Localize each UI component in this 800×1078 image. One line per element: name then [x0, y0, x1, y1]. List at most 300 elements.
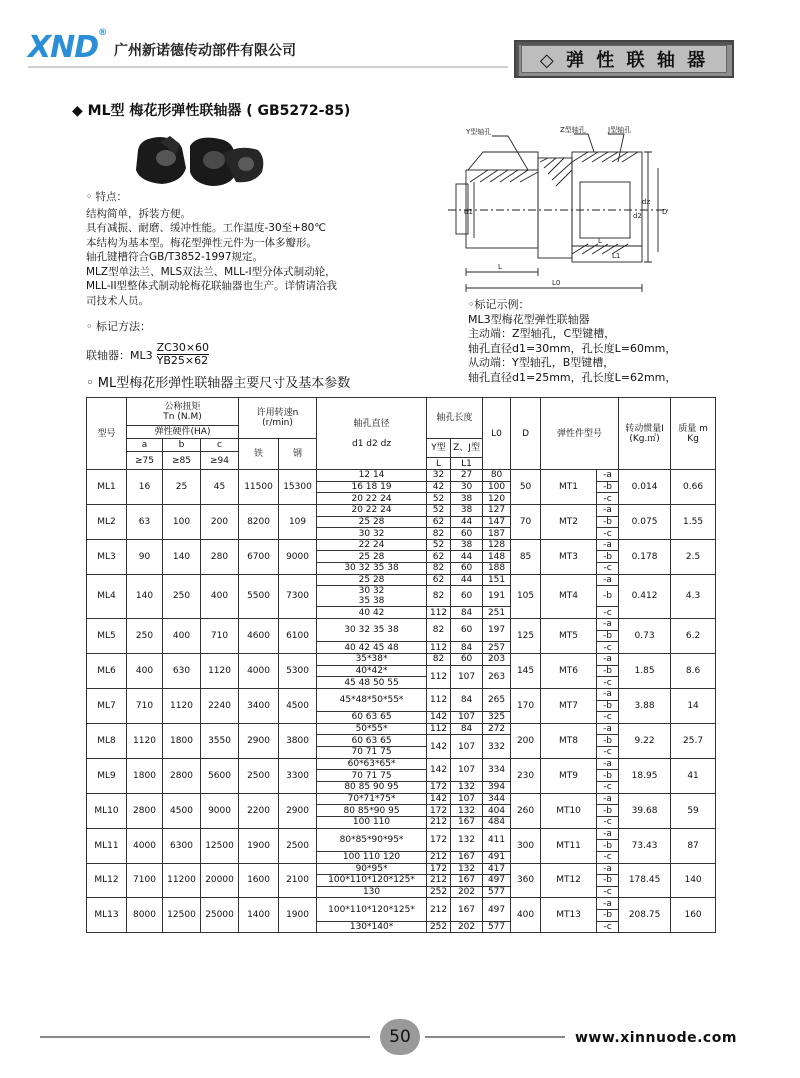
cell-speed-iron: 2500	[239, 758, 279, 793]
feature-line: MLZ型单法兰、MLS双法兰、MLL-I型分体式制动轮，	[86, 265, 336, 278]
drawing-label-D: D	[662, 208, 668, 216]
cell-grade: -c	[597, 642, 619, 654]
feature-line: 结构简单，拆装方便。	[86, 207, 191, 220]
cell-grade: -c	[597, 816, 619, 828]
cell-elastic-model: MT13	[541, 898, 597, 933]
cell-elastic-model: MT12	[541, 863, 597, 898]
category-label: ◇ 弹 性 联 轴 器	[521, 45, 727, 73]
cell-speed-steel: 7300	[279, 574, 317, 618]
cell-elastic-model: MT3	[541, 539, 597, 574]
th-l: L	[427, 458, 451, 470]
cell-torque-b: 4500	[163, 793, 201, 828]
marking-fraction	[157, 342, 209, 367]
cell-torque-b: 100	[163, 504, 201, 539]
cell-speed-iron: 11500	[239, 470, 279, 505]
cell-torque-a: 1120	[127, 723, 163, 758]
table-row	[87, 828, 716, 840]
th-speed: 许用转速n (r/min)	[239, 398, 317, 439]
cell-len-l: 212	[427, 898, 451, 921]
cell-len-l1: 60	[451, 619, 483, 642]
cell-len-l: 212	[427, 875, 451, 887]
cell-l0: 325	[483, 712, 511, 724]
cell-torque-a: 4000	[127, 828, 163, 863]
website-url: www.xinnuode.com	[575, 1030, 737, 1046]
cell-len-l1: 84	[451, 642, 483, 654]
cell-l0: 394	[483, 782, 511, 794]
cell-torque-b: 1800	[163, 723, 201, 758]
cell-grade: -c	[597, 921, 619, 933]
cell-torque-a: 63	[127, 504, 163, 539]
cell-model: ML4	[87, 574, 127, 618]
th-mass: 质量 m Kg	[671, 398, 716, 470]
cell-mass: 0.66	[671, 470, 716, 505]
cell-bore: 60*63*65*	[317, 758, 427, 770]
table-row	[87, 898, 716, 910]
cell-torque-a: 90	[127, 539, 163, 574]
cell-model: ML8	[87, 723, 127, 758]
cell-l0: 197	[483, 619, 511, 642]
cell-l0: 263	[483, 665, 511, 688]
cell-grade: -b	[597, 700, 619, 712]
cell-speed-iron: 4600	[239, 619, 279, 654]
cell-len-l1: 132	[451, 782, 483, 794]
cell-d: 230	[511, 758, 541, 793]
footer-divider	[425, 1036, 565, 1038]
technical-drawing	[448, 122, 748, 297]
cell-grade: -c	[597, 528, 619, 540]
cell-len-l1: 60	[451, 563, 483, 575]
th-hc: ≥94	[201, 452, 239, 470]
cell-len-l: 252	[427, 886, 451, 898]
cell-len-l1: 107	[451, 758, 483, 781]
cell-bore: 80 85 90 95	[317, 782, 427, 794]
cell-speed-iron: 3400	[239, 688, 279, 723]
section-title: ◆ ML型 梅花形弹性联轴器 ( GB5272-85)	[72, 103, 351, 119]
cell-bore: 30 32 35 38	[317, 563, 427, 575]
cell-grade: -a	[597, 619, 619, 631]
cell-speed-steel: 4500	[279, 688, 317, 723]
cell-l0: 265	[483, 688, 511, 711]
page-header	[0, 0, 800, 85]
cell-torque-b: 6300	[163, 828, 201, 863]
cell-len-l1: 167	[451, 816, 483, 828]
cell-bore: 45 48 50 55	[317, 677, 427, 689]
th-steel: 钢	[279, 439, 317, 470]
note-line: 主动端：Z型轴孔，C型键槽，	[468, 327, 616, 341]
features-block	[86, 190, 386, 308]
cell-torque-c: 9000	[201, 793, 239, 828]
cell-torque-b: 1120	[163, 688, 201, 723]
th-bore: 轴孔直径 d1 d2 dz	[317, 398, 427, 470]
cell-l0: 120	[483, 493, 511, 505]
cell-model: ML12	[87, 863, 127, 898]
cell-inertia: 208.75	[619, 898, 671, 933]
th-hardness: 弹性硬件(HA)	[127, 426, 239, 439]
company-name: 广州新诺德传动部件有限公司	[114, 43, 296, 59]
footer-divider	[40, 1036, 370, 1038]
cell-speed-iron: 4000	[239, 653, 279, 688]
cell-elastic-model: MT10	[541, 793, 597, 828]
cell-bore: 25 28	[317, 574, 427, 586]
cell-bore: 60 63 65	[317, 712, 427, 724]
cell-len-l: 82	[427, 619, 451, 642]
cell-len-l: 142	[427, 735, 451, 758]
cell-torque-a: 7100	[127, 863, 163, 898]
cell-model: ML11	[87, 828, 127, 863]
cell-torque-c: 710	[201, 619, 239, 654]
cell-mass: 25.7	[671, 723, 716, 758]
th-elastic: 弹性件型号	[541, 398, 619, 470]
cell-grade: -b	[597, 630, 619, 642]
table-row	[87, 688, 716, 700]
spec-table-body	[87, 470, 716, 933]
table-row	[87, 619, 716, 631]
cell-grade: -c	[597, 677, 619, 689]
th-d: D	[511, 398, 541, 470]
cell-len-l: 62	[427, 574, 451, 586]
page-number: 50	[380, 1019, 420, 1055]
th-b: b	[163, 439, 201, 452]
company-logo: XND ®	[28, 28, 107, 65]
cell-l0: 577	[483, 886, 511, 898]
cell-bore: 30 32 35 38	[317, 586, 427, 607]
th-torque: 公称扭矩 Tn (N.M)	[127, 398, 239, 426]
cell-inertia: 3.88	[619, 688, 671, 723]
cell-speed-iron: 1900	[239, 828, 279, 863]
cell-len-l: 112	[427, 665, 451, 688]
cell-speed-steel: 1900	[279, 898, 317, 933]
table-row	[87, 470, 716, 482]
cell-torque-a: 400	[127, 653, 163, 688]
cell-len-l: 52	[427, 539, 451, 551]
cell-len-l1: 27	[451, 470, 483, 482]
cell-len-l: 252	[427, 921, 451, 933]
cell-elastic-model: MT4	[541, 574, 597, 618]
header-divider	[28, 66, 508, 68]
drawing-label-j: J型轴孔	[608, 126, 632, 134]
cell-torque-c: 25000	[201, 898, 239, 933]
th-iron: 铁	[239, 439, 279, 470]
feature-line: MLL-II型整体式制动轮梅花联轴器也生产。详情请洽我	[86, 280, 338, 292]
cell-torque-c: 20000	[201, 863, 239, 898]
spec-table	[86, 397, 716, 933]
cell-torque-b: 250	[163, 574, 201, 618]
cell-len-l1: 107	[451, 793, 483, 805]
cell-grade: -a	[597, 863, 619, 875]
cell-grade: -a	[597, 539, 619, 551]
cell-bore: 16 18 19	[317, 481, 427, 493]
cell-len-l: 212	[427, 851, 451, 863]
cell-grade: -a	[597, 898, 619, 910]
cell-torque-a: 16	[127, 470, 163, 505]
cell-grade: -a	[597, 793, 619, 805]
cell-len-l: 172	[427, 805, 451, 817]
cell-l0: 187	[483, 528, 511, 540]
note-line: 轴孔直径d1=30mm，孔长度L=60mm，	[468, 341, 677, 355]
drawing-label-y: Y型轴孔	[466, 128, 492, 136]
cell-d: 260	[511, 793, 541, 828]
cell-len-l: 62	[427, 516, 451, 528]
note-line: 从动端：Y型轴孔，B型键槽，	[468, 356, 615, 370]
cell-len-l: 172	[427, 828, 451, 851]
cell-d: 85	[511, 539, 541, 574]
marking-denominator: YB25×62	[156, 354, 209, 367]
cell-elastic-model: MT9	[541, 758, 597, 793]
cell-bore: 20 22 24	[317, 493, 427, 505]
cell-len-l: 82	[427, 528, 451, 540]
cell-torque-c: 45	[201, 470, 239, 505]
drawing-label-L-right: L	[598, 237, 602, 245]
cell-bore: 50*55*	[317, 723, 427, 735]
cell-len-l: 82	[427, 653, 451, 665]
table-row	[87, 723, 716, 735]
cell-l0: 332	[483, 735, 511, 758]
cell-model: ML2	[87, 504, 127, 539]
cell-mass: 140	[671, 863, 716, 898]
cell-speed-steel: 3800	[279, 723, 317, 758]
th-l0: L0	[483, 398, 511, 470]
cell-torque-b: 11200	[163, 863, 201, 898]
cell-len-l1: 84	[451, 723, 483, 735]
cell-len-l: 32	[427, 470, 451, 482]
cell-torque-a: 140	[127, 574, 163, 618]
cell-bore: 80*85*90*95*	[317, 828, 427, 851]
cell-elastic-model: MT6	[541, 653, 597, 688]
cell-d: 50	[511, 470, 541, 505]
product-photo	[130, 132, 270, 190]
cell-grade: -b	[597, 910, 619, 922]
cell-grade: -c	[597, 607, 619, 619]
cell-bore: 70 71 75	[317, 770, 427, 782]
note-line: 轴孔直径d1=25mm，孔长度L=62mm，	[468, 370, 677, 384]
marking-notes	[468, 298, 768, 386]
table-row	[87, 504, 716, 516]
cell-inertia: 39.68	[619, 793, 671, 828]
cell-d: 200	[511, 723, 541, 758]
cell-speed-iron: 5500	[239, 574, 279, 618]
cell-bore: 40 42 45 48	[317, 642, 427, 654]
cell-mass: 59	[671, 793, 716, 828]
cell-grade: -a	[597, 574, 619, 586]
cell-mass: 1.55	[671, 504, 716, 539]
cell-elastic-model: MT8	[541, 723, 597, 758]
cell-len-l1: 60	[451, 528, 483, 540]
cell-l0: 497	[483, 898, 511, 921]
cell-bore: 100 110	[317, 816, 427, 828]
cell-len-l: 42	[427, 481, 451, 493]
cell-bore: 30 32	[317, 528, 427, 540]
cell-len-l1: 60	[451, 586, 483, 607]
cell-torque-c: 400	[201, 574, 239, 618]
cell-bore: 70 71 75	[317, 747, 427, 759]
cell-grade: -b	[597, 481, 619, 493]
cell-d: 400	[511, 898, 541, 933]
cell-len-l: 82	[427, 563, 451, 575]
cell-len-l1: 38	[451, 504, 483, 516]
cell-model: ML6	[87, 653, 127, 688]
cell-grade: -a	[597, 723, 619, 735]
th-y: Y型	[427, 439, 451, 458]
cell-l0: 151	[483, 574, 511, 586]
cell-torque-b: 2800	[163, 758, 201, 793]
spec-table-head	[87, 398, 716, 470]
cell-torque-a: 8000	[127, 898, 163, 933]
cell-len-l: 142	[427, 712, 451, 724]
cell-len-l1: 84	[451, 688, 483, 711]
th-hb: ≥85	[163, 452, 201, 470]
cell-grade: -c	[597, 886, 619, 898]
cell-torque-b: 140	[163, 539, 201, 574]
cell-l0: 577	[483, 921, 511, 933]
cell-grade: -b	[597, 770, 619, 782]
cell-len-l: 52	[427, 504, 451, 516]
cell-speed-iron: 1600	[239, 863, 279, 898]
cell-d: 300	[511, 828, 541, 863]
cell-len-l: 52	[427, 493, 451, 505]
cell-model: ML5	[87, 619, 127, 654]
cell-speed-iron: 1400	[239, 898, 279, 933]
cell-len-l1: 132	[451, 828, 483, 851]
cell-speed-steel: 5300	[279, 653, 317, 688]
cell-l0: 417	[483, 863, 511, 875]
cell-torque-b: 400	[163, 619, 201, 654]
cell-len-l1: 84	[451, 607, 483, 619]
cell-l0: 100	[483, 481, 511, 493]
cell-bore: 25 28	[317, 551, 427, 563]
cell-bore: 90*95*	[317, 863, 427, 875]
cell-bore: 130*140*	[317, 921, 427, 933]
cell-l0: 344	[483, 793, 511, 805]
note-line: ML3型梅花型弹性联轴器	[468, 312, 590, 326]
cell-torque-b: 12500	[163, 898, 201, 933]
cell-torque-a: 250	[127, 619, 163, 654]
cell-torque-c: 3550	[201, 723, 239, 758]
cell-grade: -b	[597, 516, 619, 528]
cell-inertia: 0.075	[619, 504, 671, 539]
cell-len-l: 172	[427, 782, 451, 794]
note-line: ◦标记示例：	[468, 298, 530, 311]
cell-bore: 130	[317, 886, 427, 898]
drawing-label-d1: d1	[464, 208, 473, 216]
drawing-label-L1: L1	[612, 252, 621, 260]
cell-bore: 40*42*	[317, 665, 427, 677]
feature-line: 轴孔键槽符合GB/T3852-1997规定。	[86, 251, 264, 263]
cell-inertia: 0.73	[619, 619, 671, 654]
cell-inertia: 0.412	[619, 574, 671, 618]
cell-bore: 35*38*	[317, 653, 427, 665]
feature-line: 司技术人员。	[86, 294, 149, 307]
feature-line: 本结构为基本型。梅花型弹性元件为一体多瓣形。	[86, 236, 317, 249]
cell-grade: -b	[597, 586, 619, 607]
cell-l0: 251	[483, 607, 511, 619]
cell-speed-steel: 2100	[279, 863, 317, 898]
cell-speed-iron: 2200	[239, 793, 279, 828]
cell-elastic-model: MT5	[541, 619, 597, 654]
cell-len-l1: 107	[451, 665, 483, 688]
cell-l0: 127	[483, 504, 511, 516]
table-row	[87, 653, 716, 665]
cell-grade: -c	[597, 712, 619, 724]
cell-speed-steel: 109	[279, 504, 317, 539]
cell-mass: 4.3	[671, 574, 716, 618]
cell-grade: -b	[597, 665, 619, 677]
cell-bore: 70*71*75*	[317, 793, 427, 805]
cell-d: 105	[511, 574, 541, 618]
cell-bore: 30 32 35 38	[317, 619, 427, 642]
cell-len-l: 142	[427, 758, 451, 781]
marking-heading: ◦ 标记方法：	[86, 320, 151, 333]
cell-len-l1: 107	[451, 735, 483, 758]
cell-speed-steel: 6100	[279, 619, 317, 654]
cell-inertia: 0.178	[619, 539, 671, 574]
cell-torque-a: 1800	[127, 758, 163, 793]
feature-line: 具有减振、耐磨、缓冲性能。工作温度-30至+80℃	[86, 222, 327, 234]
cell-inertia: 9.22	[619, 723, 671, 758]
cell-l0: 191	[483, 586, 511, 607]
cell-torque-c: 280	[201, 539, 239, 574]
cell-l0: 404	[483, 805, 511, 817]
th-l1: L1	[451, 458, 483, 470]
cell-model: ML9	[87, 758, 127, 793]
cell-bore: 12 14	[317, 470, 427, 482]
cell-len-l: 112	[427, 723, 451, 735]
th-a: a	[127, 439, 163, 452]
cell-l0: 334	[483, 758, 511, 781]
cell-mass: 2.5	[671, 539, 716, 574]
cell-grade: -b	[597, 805, 619, 817]
cell-len-l: 212	[427, 816, 451, 828]
cell-model: ML1	[87, 470, 127, 505]
marking-numerator: ZC30×60	[156, 341, 210, 354]
cell-torque-a: 710	[127, 688, 163, 723]
cell-l0: 128	[483, 539, 511, 551]
cell-speed-iron: 2900	[239, 723, 279, 758]
cell-mass: 160	[671, 898, 716, 933]
cell-len-l1: 202	[451, 886, 483, 898]
cell-len-l: 142	[427, 793, 451, 805]
cell-bore: 100*110*120*125*	[317, 875, 427, 887]
cell-speed-steel: 15300	[279, 470, 317, 505]
table-title: ◦ ML型梅花形弹性联轴器主要尺寸及基本参数	[86, 376, 351, 391]
cell-bore: 45*48*50*55*	[317, 688, 427, 711]
cell-len-l1: 167	[451, 875, 483, 887]
cell-d: 145	[511, 653, 541, 688]
cell-len-l: 172	[427, 863, 451, 875]
cell-model: ML3	[87, 539, 127, 574]
cell-grade: -a	[597, 504, 619, 516]
marking-prefix: 联轴器：ML3	[86, 348, 153, 362]
drawing-label-L: L	[498, 263, 502, 271]
th-length: 轴孔长度	[427, 398, 483, 439]
cell-len-l1: 167	[451, 851, 483, 863]
cell-len-l1: 132	[451, 805, 483, 817]
cell-l0: 497	[483, 875, 511, 887]
cell-model: ML13	[87, 898, 127, 933]
cell-len-l: 112	[427, 607, 451, 619]
cell-bore: 80 85*90 95	[317, 805, 427, 817]
cell-grade: -a	[597, 688, 619, 700]
cell-len-l1: 44	[451, 574, 483, 586]
cell-len-l1: 132	[451, 863, 483, 875]
cell-len-l1: 60	[451, 653, 483, 665]
drawing-label-d2: d2	[633, 212, 642, 220]
cell-grade: -a	[597, 653, 619, 665]
cell-len-l1: 167	[451, 898, 483, 921]
cell-elastic-model: MT2	[541, 504, 597, 539]
cell-len-l1: 44	[451, 516, 483, 528]
cell-l0: 148	[483, 551, 511, 563]
cell-inertia: 18.95	[619, 758, 671, 793]
